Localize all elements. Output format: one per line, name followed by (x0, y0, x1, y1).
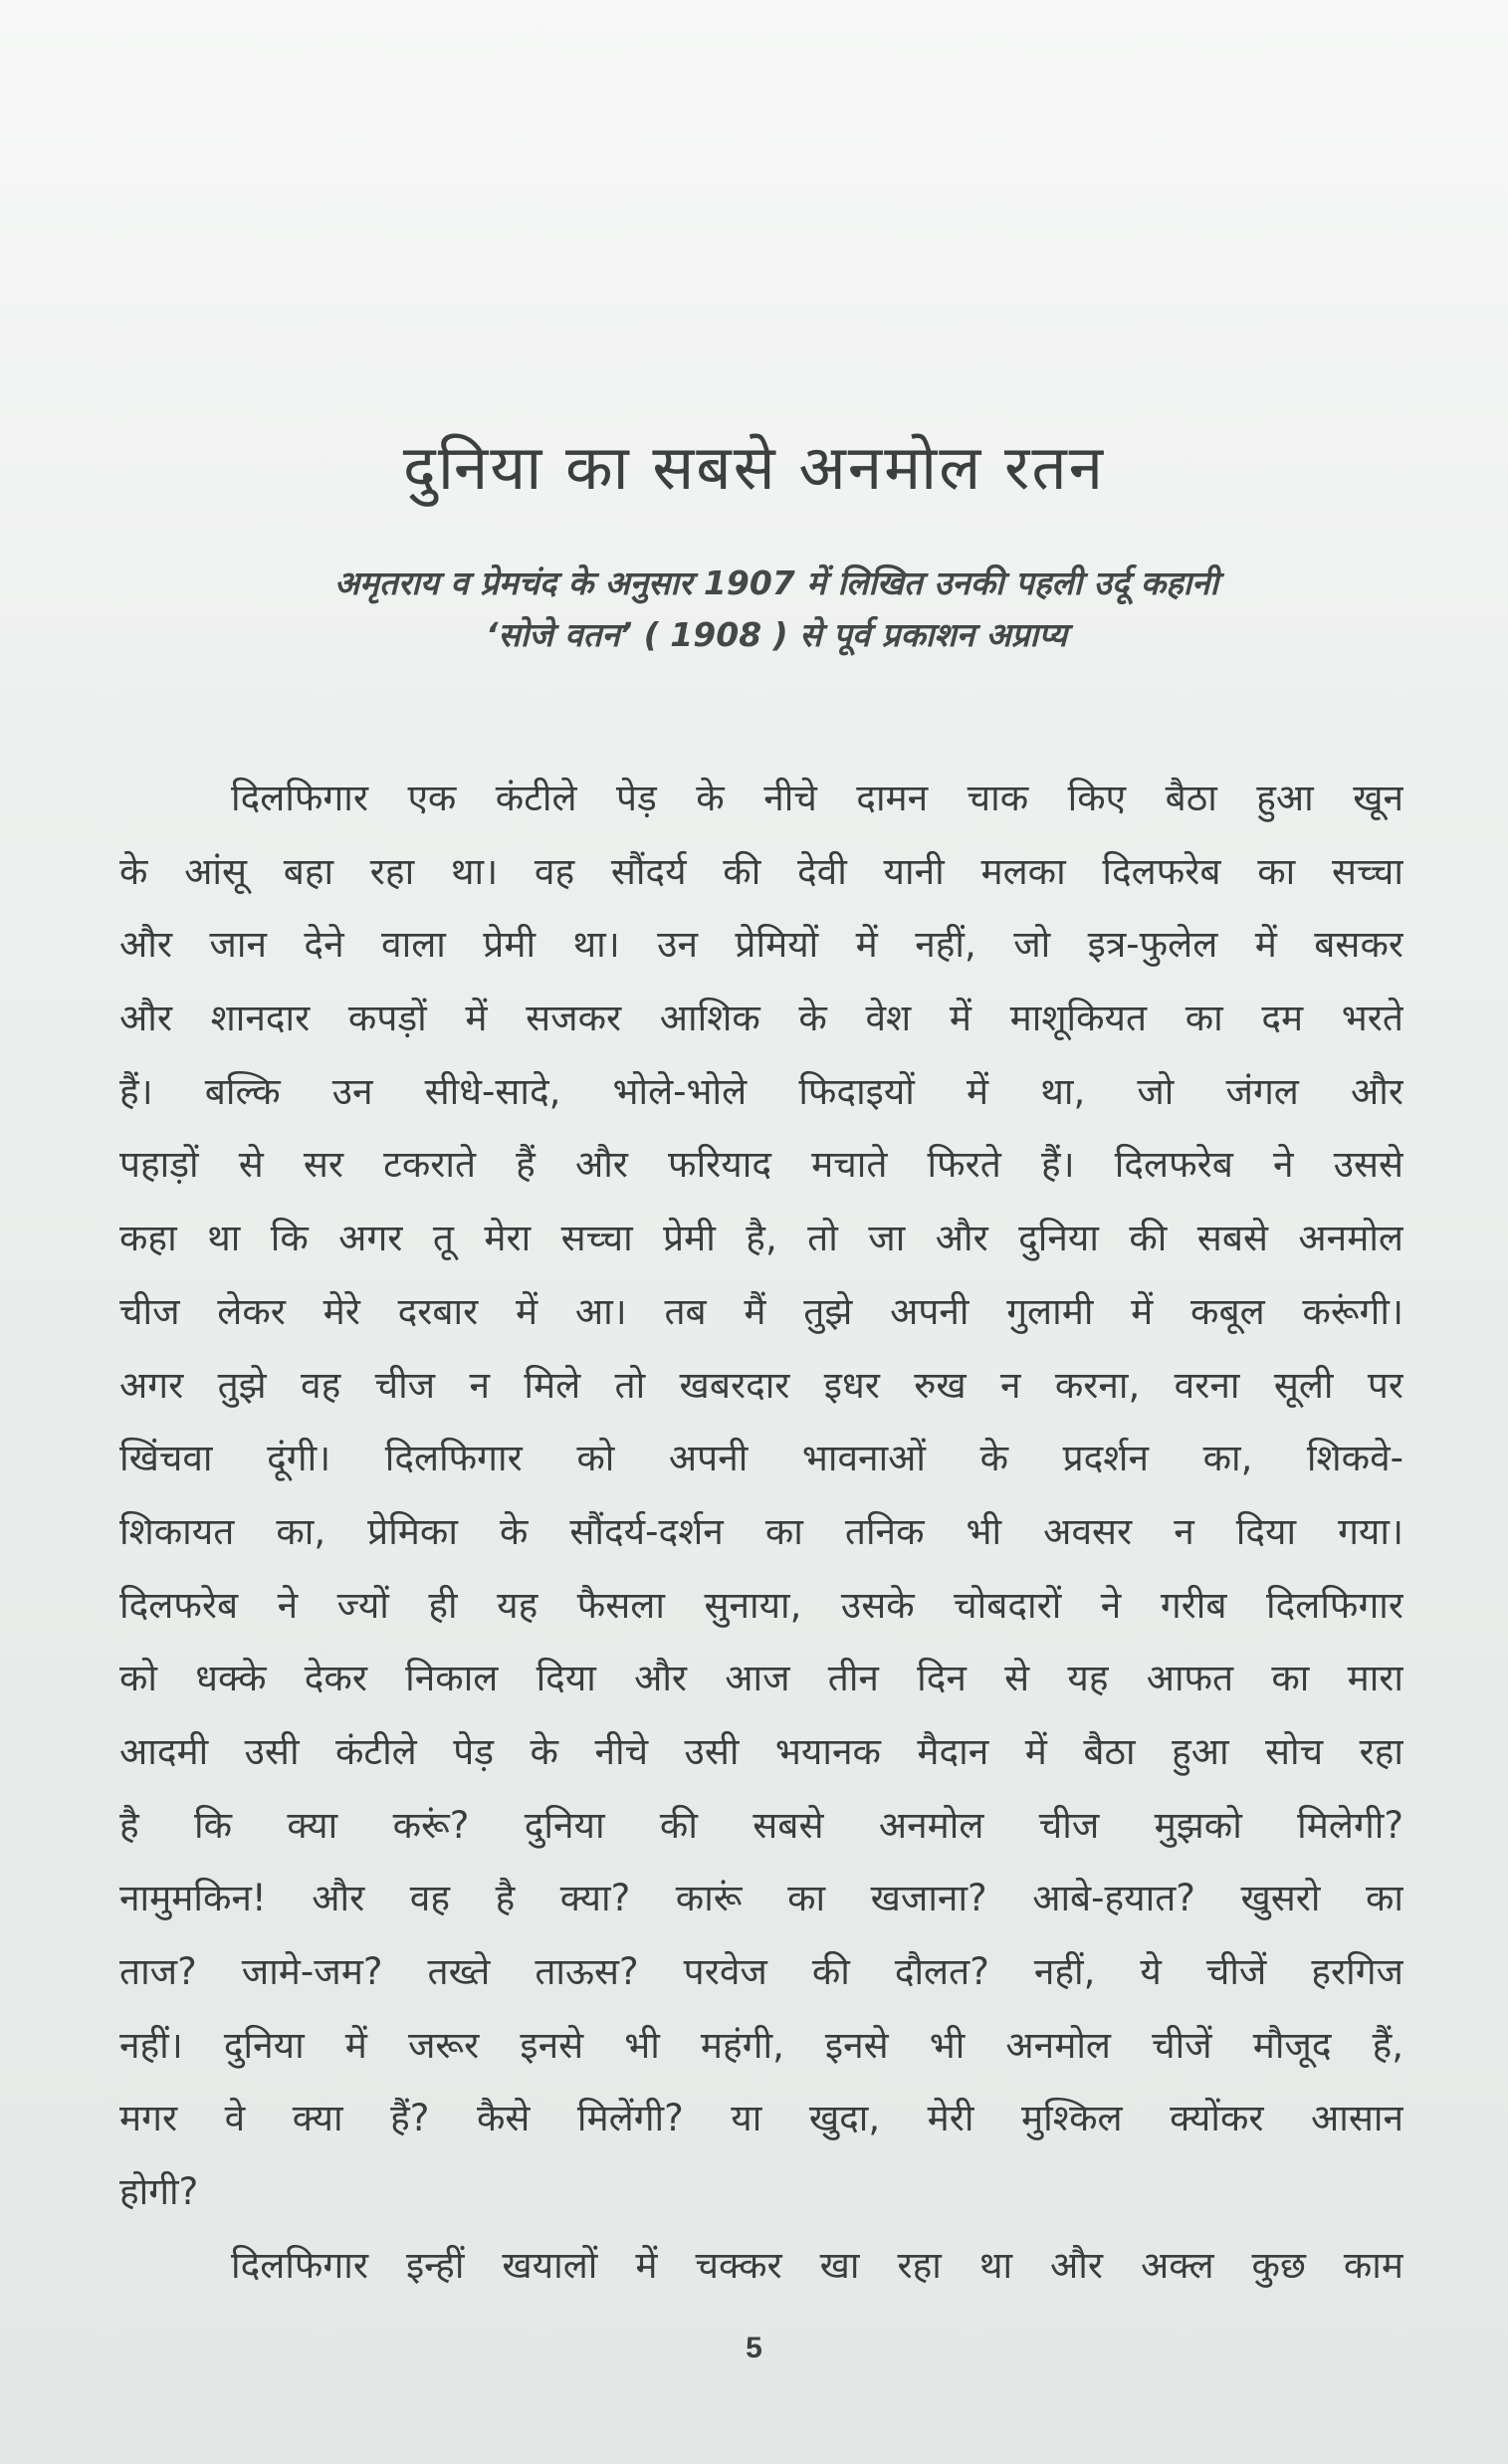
text-line: नहीं। दुनिया में जरूर इनसे भी महंगी, इनसे भी अनमोल चीजें मौजूद हैं, (119, 2023, 1403, 2067)
text-line: अगर तुझे वह चीज न मिले तो खबरदार इधर रुख न करना, वरना सूली पर (119, 1363, 1403, 1407)
text-line: पहाड़ों से सर टकराते हैं और फरियाद मचाते फिरते हैं। दिलफरेब ने उससे (119, 1143, 1403, 1187)
page-number: 5 (746, 2332, 762, 2364)
text-line: और जान देने वाला प्रेमी था। उन प्रेमियों में नहीं, जो इत्र-फुलेल में बसकर (119, 923, 1403, 967)
text-line: और शानदार कपड़ों में सजकर आशिक के वेश में माशूकियत का दम भरते (119, 997, 1403, 1040)
text-line: दिलफिगार एक कंटीले पेड़ के नीचे दामन चाक किए बैठा हुआ खून (231, 777, 1403, 819)
text-line: को धक्के देकर निकाल दिया और आज तीन दिन से यह आफत का मारा (119, 1657, 1403, 1700)
text-line: है कि क्या करूं? दुनिया की सबसे अनमोल चीज मुझको मिलेगी? (119, 1803, 1403, 1847)
text-line: होगी? (119, 2170, 199, 2214)
text-line: शिकायत का, प्रेमिका के सौंदर्य-दर्शन का तनिक भी अवसर न दिया गया। (119, 1509, 1403, 1553)
text-line: ताज? जामे-जम? तख्ते ताऊस? परवेज की दौलत? नहीं, ये चीजें हरगिज (119, 1950, 1403, 1993)
text-line: मगर वे क्या हैं? कैसे मिलेंगी? या खुदा, मेरी मुश्किल क्योंकर आसान (119, 2097, 1403, 2140)
chapter-subtitle (179, 558, 1374, 661)
text-line: चीज लेकर मेरे दरबार में आ। तब मैं तुझे अपनी गुलामी में कबूल करूंगी। (119, 1289, 1403, 1333)
text-line: कहा था कि अगर तू मेरा सच्चा प्रेमी है, तो जा और दुनिया की सबसे अनमोल (119, 1217, 1403, 1260)
text-line: आदमी उसी कंटीले पेड़ के नीचे उसी भयानक मैदान में बैठा हुआ सोच रहा (119, 1729, 1403, 1773)
chapter-title: दुनिया का सबसे अनमोल रतन (402, 431, 1106, 504)
text-line: खिंचवा दूंगी। दिलफिगार को अपनी भावनाओं के प्रदर्शन का, शिकवे- (119, 1437, 1403, 1480)
text-line: हैं। बल्कि उन सीधे-सादे, भोले-भोले फिदाइयों में था, जो जंगल और (119, 1069, 1403, 1113)
subtitle-line: ‘सोजे वतन’ ( 1908 ) से पूर्व प्रकाशन अप्राप्य (485, 615, 1068, 654)
paragraph-1 (119, 762, 1403, 2229)
text-line: दिलफिगार इन्हीं खयालों में चक्कर खा रहा था और अक्ल कुछ काम (231, 2243, 1403, 2287)
text-line: दिलफरेब ने ज्यों ही यह फैसला सुनाया, उसके चोबदारों ने गरीब दिलफिगार (119, 1583, 1403, 1627)
text-line: के आंसू बहा रहा था। वह सौंदर्य की देवी यानी मलका दिलफरेब का सच्चा (119, 849, 1403, 893)
text-line: नामुमकिन! और वह है क्या? कारूं का खजाना? आबे-हयात? खुसरो का (119, 1877, 1403, 1920)
body-text (119, 762, 1403, 2302)
subtitle-line: अमृतराय व प्रेमचंद के अनुसार 1907 में लिखित उनकी पहली उर्दू कहानी (333, 563, 1219, 602)
paragraph-2 (119, 2229, 1403, 2303)
